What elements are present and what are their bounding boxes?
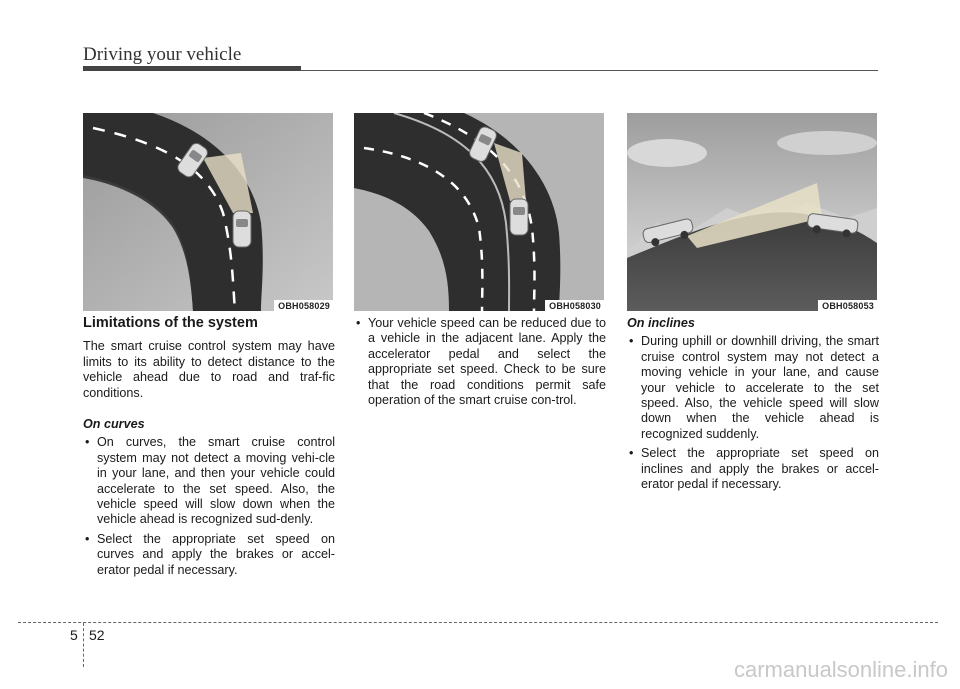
column-2: [354, 316, 606, 412]
header-rule-thick: [83, 66, 301, 71]
site-watermark: carmanualsonline.info: [733, 657, 948, 682]
curves-bullet-list: [83, 435, 335, 578]
subsection-title-curves: On curves: [83, 417, 145, 432]
subsection-title-inclines: On inclines: [627, 316, 695, 330]
column-1: [83, 316, 335, 582]
adjacent-lane-bullet-list: [354, 316, 606, 408]
column-3: [627, 316, 879, 496]
footer-vertical-rule: [83, 623, 84, 667]
figure-curve-adjacent-lane: [354, 113, 604, 311]
figure-inclines: [627, 113, 877, 311]
inclines-bullet-list: [627, 334, 879, 492]
header-rule-thin: [301, 70, 878, 71]
figure-code: OBH058030: [545, 300, 604, 311]
intro-paragraph: The smart cruise control system may have limits to its ability to detect distance to the vehicle ahead due to road and traf-fic conditions.: [83, 339, 335, 400]
figure-code: OBH058053: [818, 300, 877, 311]
page-header-title: Driving your vehicle: [83, 44, 242, 65]
list-item: • During uphill or downhill driving, the smart cruise control system may not detect a moving vehicle in your lane, and cause your vehicle to accelerate to the set speed. Also, the vehicle speed will slow down when the vehicle ahead is recognized suddenly.: [627, 334, 879, 442]
figure-curve-own-lane: [83, 113, 333, 311]
footer-section-number: 5: [70, 627, 78, 643]
footer-rule: [18, 622, 938, 623]
figure-code: OBH058029: [274, 300, 333, 311]
incline-illustration: [627, 113, 877, 311]
section-title: Limitations of the system: [83, 315, 258, 331]
list-item: • Your vehicle speed can be reduced due to a vehicle in the adjacent lane. Apply the accelerator pedal and select the appropriate set speed. Check to be sure that the road conditions permit safe operation of the smart cruise con-trol.: [354, 316, 606, 408]
list-item: • Select the appropriate set speed on inclines and apply the brakes or accel-erator pedal if necessary.: [627, 446, 879, 492]
list-item: • Select the appropriate set speed on curves and apply the brakes or accel-erator pedal if necessary.: [83, 532, 335, 578]
footer-page-number: 52: [89, 627, 105, 643]
curve-road-illustration: [83, 113, 333, 311]
adjacent-lane-illustration: [354, 113, 604, 311]
list-item: • On curves, the smart cruise control system may not detect a moving vehi-cle in your lane, and then your vehicle could accelerate to the set speed. Also, the vehicle speed will slow down when the vehicle ahead is recognized sud-denly.: [83, 435, 335, 527]
